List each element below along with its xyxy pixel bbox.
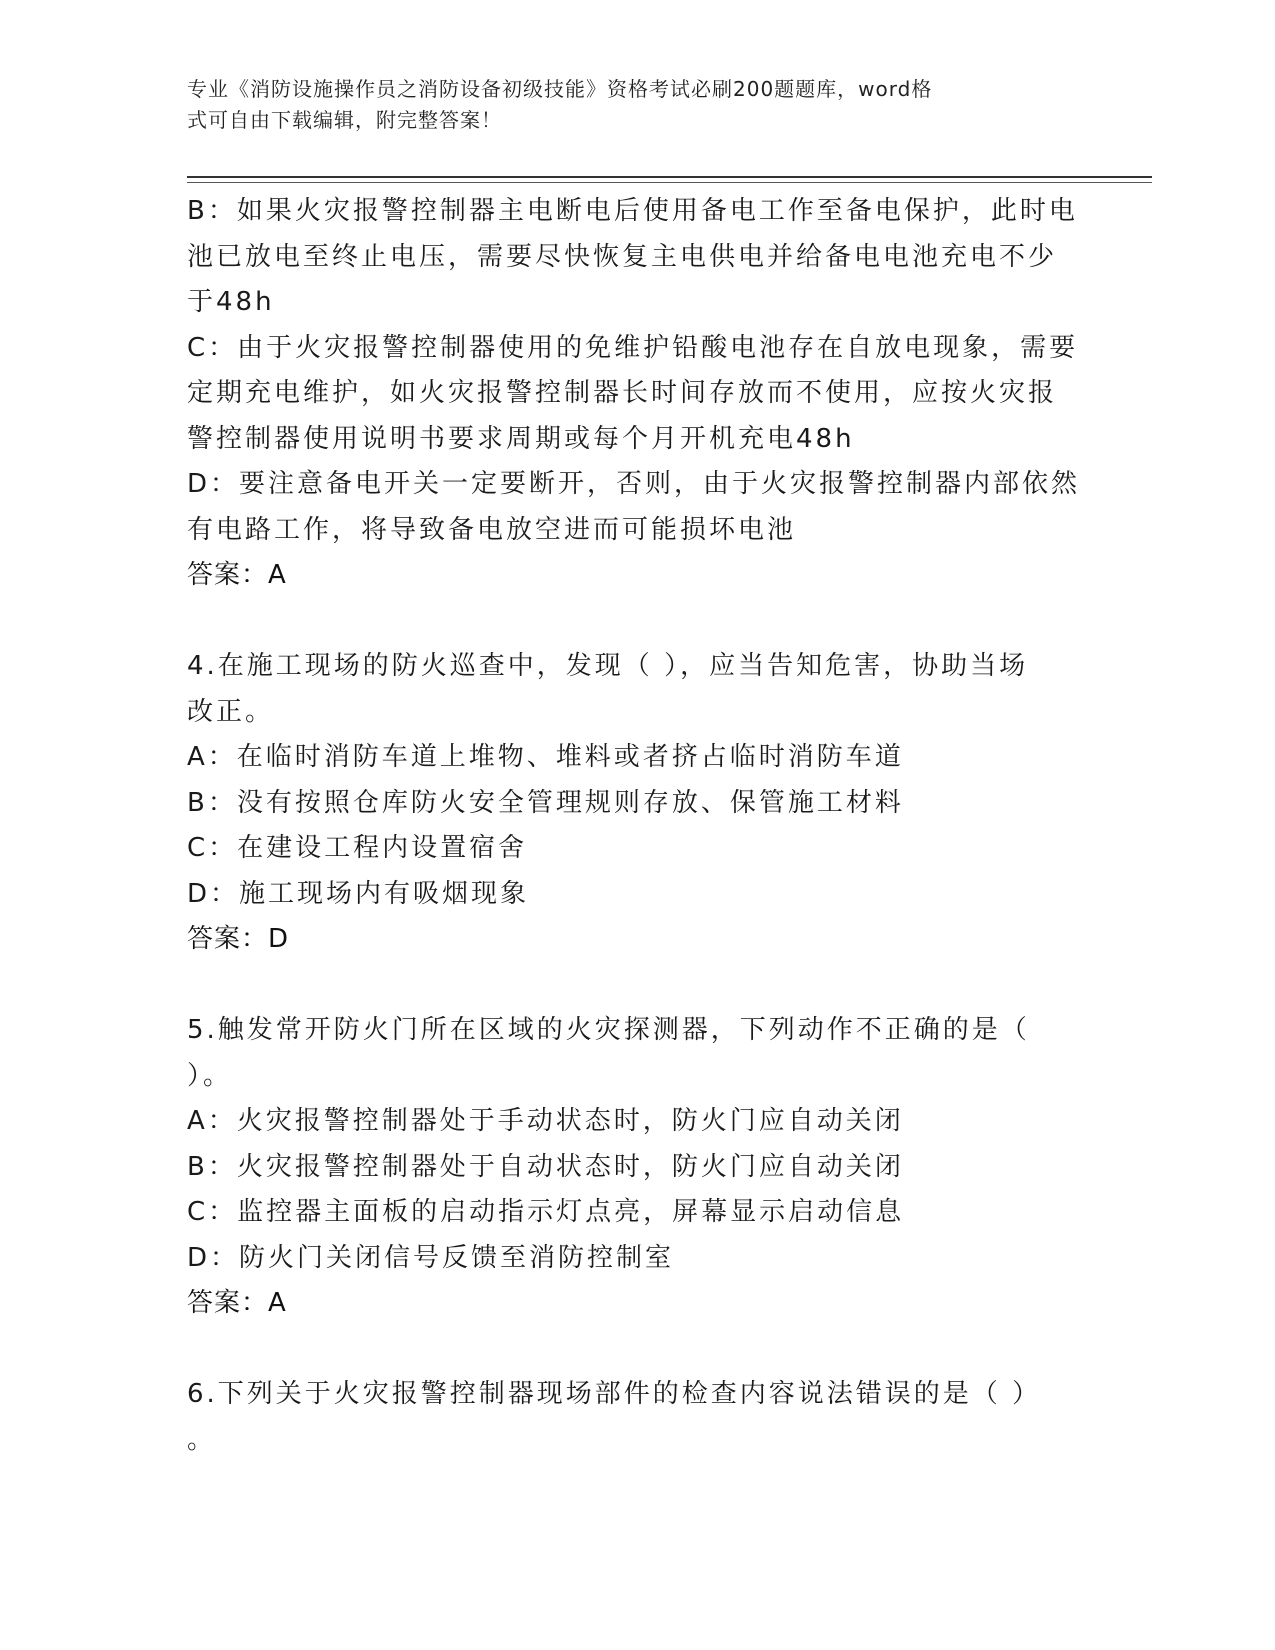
q4-question-line-2: 改正。 — [187, 696, 275, 727]
document-body — [187, 189, 1087, 1463]
header-divider-thin — [187, 182, 1152, 183]
q3-option-b-line-2: 池已放电至终止电压，需要尽快恢复主电供电并给备电电池充电不少 — [187, 241, 1058, 272]
q5-option-b: B：火灾报警控制器处于自动状态时，防火门应自动关闭 — [187, 1151, 904, 1182]
q6-question-line-2: 。 — [187, 1424, 217, 1455]
q3-option-b-line-1: B：如果火灾报警控制器主电断电后使用备电工作至备电保护，此时电 — [187, 196, 1078, 226]
q4-option-a: A：在临时消防车道上堆物、堆料或者挤占临时消防车道 — [187, 742, 904, 772]
page-header — [187, 74, 1077, 136]
q3-option-c-line-2: 定期充电维护，如火灾报警控制器长时间存放而不使用，应按火灾报 — [187, 378, 1058, 408]
q3-answer: 答案：A — [187, 560, 287, 590]
q3-option-d-line-1: D：要注意备电开关一定要断开，否则，由于火灾报警控制器内部依然 — [187, 469, 1081, 499]
q3-option-c-line-3: 警控制器使用说明书要求周期或每个月开机充电48h — [187, 423, 855, 454]
q3-option-b-line-3: 于48h — [187, 287, 275, 317]
q4-option-b: B：没有按照仓库防火安全管理规则存放、保管施工材料 — [187, 787, 904, 818]
spacer — [187, 1327, 1087, 1373]
q5-question-line-1: 5.触发常开防火门所在区域的火灾探测器，下列动作不正确的是（ — [187, 1015, 1030, 1045]
header-line-2: 式可自由下载编辑，附完整答案！ — [187, 108, 502, 132]
question-4 — [187, 644, 1087, 963]
q5-option-c: C：监控器主面板的启动指示灯点亮，屏幕显示启动信息 — [187, 1197, 905, 1227]
q4-option-c: C：在建设工程内设置宿舍 — [187, 833, 528, 863]
q4-answer: 答案：D — [187, 924, 290, 954]
q6-question-line-1: 6.下列关于火灾报警控制器现场部件的检查内容说法错误的是（ ） — [187, 1379, 1042, 1409]
question-5 — [187, 1008, 1087, 1327]
q3-option-c-line-1: C：由于火灾报警控制器使用的免维护铅酸电池存在自放电现象，需要 — [187, 332, 1079, 363]
q5-question-line-2: ）。 — [187, 1060, 233, 1091]
question-3 — [187, 189, 1087, 599]
spacer — [187, 599, 1087, 645]
q5-option-a: A：火灾报警控制器处于手动状态时，防火门应自动关闭 — [187, 1106, 904, 1136]
header-line-1: 专业《消防设施操作员之消防设备初级技能》资格考试必刷200题题库，word格 — [187, 77, 933, 101]
question-6 — [187, 1372, 1087, 1463]
header-divider-thick — [187, 176, 1152, 178]
q5-answer: 答案：A — [187, 1288, 287, 1318]
q4-option-d: D：施工现场内有吸烟现象 — [187, 878, 530, 909]
q4-question-line-1: 4.在施工现场的防火巡查中，发现（ ），应当告知危害，协助当场 — [187, 651, 1029, 681]
spacer — [187, 963, 1087, 1009]
q3-option-d-line-2: 有电路工作，将导致备电放空进而可能损坏电池 — [187, 514, 797, 545]
q5-option-d: D：防火门关闭信号反馈至消防控制室 — [187, 1242, 675, 1273]
